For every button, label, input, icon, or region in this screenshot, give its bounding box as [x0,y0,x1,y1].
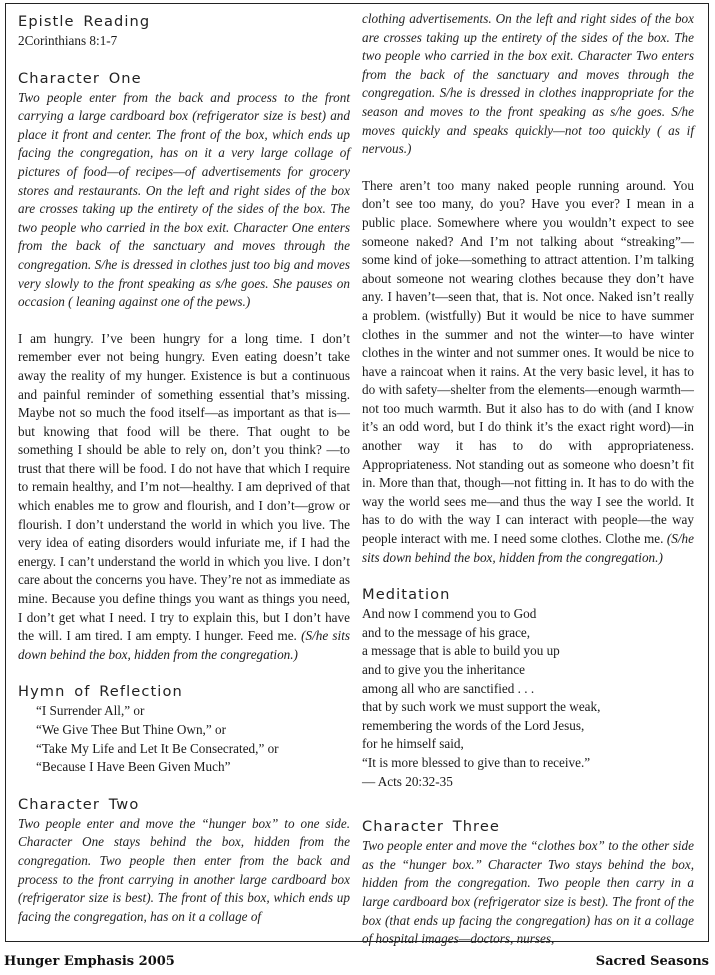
character-two-speech-text: There aren’t too many naked people running around. You don’t see too many, do you? Have you ever? I mean in a public place. Somewhere where you wouldn’t expect to see someone naked? And I’m not talking about “streaking”—some kind of joke—something to attract attention. I’m talking about someone not wearing clothes because they don’t have any. I haven’t—seen that, that is. Not once. Naked isn’t really a problem. (wistfully) But it would be nice to have summer clothes in the summer and not the winter—to have winter clothes in the winter and not summer ones. It would be nice to have a raincoat when it rains. At the very basic level, it has to do with safety—shelter from the elements—enough warmth—not too much warmth. But it also has to do with (and I know it’s an odd word, but I do think it’s the exact right word)—in another way it has to do with appropriateness. Appropriateness. Not standing out as someone who doesn’t fit in. More than that, though—not fitting in. It has to do with the way the world sees me—and thus the way I see the world. It has to do with the way I can interact with people—the way people interact with me. I need some clothes. Clothe me. [362,177,694,547]
character-two-continued [362,10,694,567]
character-one-speech-text: I am hungry. I’ve been hungry for a long time. I don’t remember ever not being hungry. Even eating doesn’t take away the reality of my hunger. Existence is but a continuous and painful reminder of something essential that’s missing. Maybe not so much the food itself—as important as that is—but knowing that food will be there. That ought to be something I should be able to rely on, don’t you think? —to trust that there will be food. I do not have that which I require to remain healthy, and I’m not—healthy. I am deprived of that which enables me to grow and flourish, and I don’t—grow or flourish. I don’t understand the world in which you live. The very idea of eating disorders would infuriate me, if I had the energy. I can’t understand the world in which you live. I don’t care about the concerns you have. They’re not as immediate as mine. Because you define things you want as things you need, I don’t get what I need. I try to explain this, but I don’t have the will. I am tired. I am empty. I hunger. Feed me. [18,330,350,644]
meditation-heading: Meditation [362,586,451,604]
footer-left-title: Hunger Emphasis 2005 [4,954,175,969]
meditation-line: remembering the words of the Lord Jesus, [362,717,585,733]
meditation-line: And now I commend you to God [362,606,537,622]
character-one-heading: Character One [18,69,142,87]
hymn-option: “Take My Life and Let It Be Consecrated,” or [36,740,279,756]
hymn-options-list [36,702,350,776]
meditation-line: “It is more blessed to give than to receive.” [362,754,591,770]
hymn-section [18,682,350,776]
character-two-exit-direction: (S/he sits down behind the box, hidden from the congregation.) [362,531,694,565]
character-one-speech [18,330,350,665]
meditation-lines [362,605,694,791]
hymn-option: “We Give Thee But Thine Own,” or [36,722,226,737]
hymn-option: “I Surrender All,” or [36,703,145,719]
character-three-stage-direction: Two people enter and move the “clothes box” to the other side as the “hunger box.” Character Two stays behind the box, hidden from the congregation. Two people then carry in a large cardboard box (refrigerator size is best). The front of the box (that ends up facing the congregation) has on it a collage of hospital images—doctors, nurses, [362,838,694,947]
epistle-reference: 2Corinthians 8:1-7 [18,33,118,48]
character-three-section [362,817,694,949]
character-two-stage-direction-part1: Two people enter and move the “hunger box” to one side. Character One stays behind the box, hidden from the congregation. Two people then enter from the back and process to the front carrying in another large cardboard box (refrigerator size is best). The front of this box, which ends up facing the congregation, has on it a collage of [18,815,350,924]
character-one-stage-direction: Two people enter from the back and process to the front carrying a large cardboard box (refrigerator size is best) and place it front and center. The front of the box, which ends up facing the congregation, has on it a very large collage of pictures of food—of recipes—of advertisements for grocery stores and restaurants. On the left and right sides of the box are crosses taking up the entirety of the sides of the box. The two people who carried in the box exit. Character One enters from the back of the sanctuary and moves through the congregation. S/he is dressed in clothes just too big and moves very slowly to the front speaking as s/he goes. She pauses on occasion ( leaning against one of the pews.) [18,89,350,310]
meditation-line: and to give you the inheritance [362,662,525,677]
epistle-heading: Epistle Reading [18,13,151,30]
right-column [362,10,694,949]
meditation-line: a message that is able to build you up [362,643,560,659]
character-one-exit-direction: (S/he sits down behind the box, hidden from the congregation.) [18,628,351,662]
left-column [18,12,350,926]
character-two-heading: Character Two [18,795,140,813]
hymn-heading: Hymn of Reflection [18,683,183,701]
character-two-speech [362,177,694,567]
meditation-line: and to the message of his grace, [362,624,531,640]
character-one-section [18,69,350,665]
character-two-section [18,795,350,927]
meditation-line: that by such work we must support the weak, [362,699,601,715]
meditation-line: for he himself said, [362,736,464,752]
meditation-citation: — Acts 20:32-35 [362,773,453,789]
meditation-line: among all who are sanctified . . . [362,680,535,696]
meditation-section [362,585,694,791]
epistle-section [18,12,350,51]
hymn-option: “Because I Have Been Given Much” [36,759,231,775]
footer-right-title: Sacred Seasons [595,954,709,969]
character-three-heading: Character Three [362,818,500,836]
character-two-stage-direction-part2: clothing advertisements. On the left and right sides of the box are crosses taking up the entirety of the sides of the box. The two people who carried in the box exit. Character Two enters from the back of the sanctuary and moves through the congregation. S/he is dressed in clothes inappropriate for the season and moves to the front speaking as s/he goes. S/he moves quickly and speaks quickly—not too quickly ( as if nervous.) [362,11,694,157]
